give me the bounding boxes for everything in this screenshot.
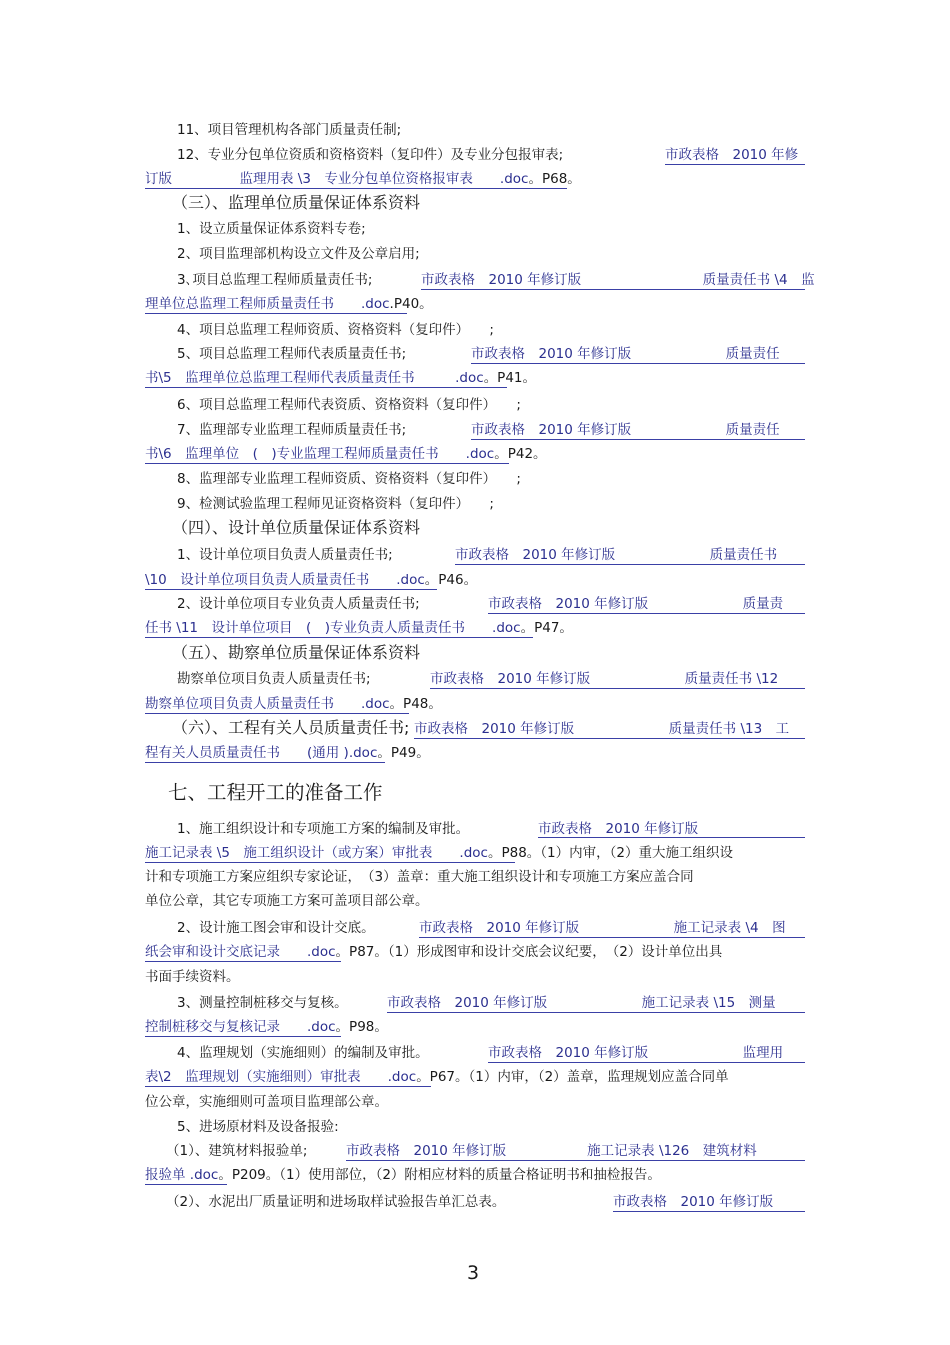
text-line: 单位公章，其它专项施工方案可盖项目部公章。	[145, 893, 429, 909]
doc-link[interactable]: 市政表格 2010 年修订版 质量责任	[471, 422, 780, 438]
doc-link[interactable]: 市政表格 2010 年修订版	[538, 821, 699, 837]
doc-link[interactable]: 市政表格 2010 年修订版 质量责任书 \13 工	[414, 721, 790, 737]
text-line: 勘察单位项目负责人质量责任书;	[177, 671, 371, 687]
link-underline	[455, 564, 805, 565]
text-line: 位公章，实施细则可盖项目监理部公章。	[145, 1094, 388, 1110]
text-line: 控制桩移交与复核记录 .doc。P98。	[145, 1019, 388, 1035]
link-underline	[145, 1036, 341, 1037]
link-underline	[346, 1160, 805, 1161]
text-line: 3､项目总监理工程师质量责任书;	[177, 272, 373, 288]
text-line: 1、设计单位项目负责人质量责任书;	[177, 547, 393, 563]
section-heading: （六）、工程有关人员质量责任书;	[172, 718, 410, 737]
doc-link[interactable]: 理单位总监理工程师质量责任书 .doc	[145, 296, 390, 312]
text-line: 勘察单位项目负责人质量责任书 .doc。P48。	[145, 696, 442, 712]
link-underline	[145, 713, 409, 714]
link-underline	[471, 439, 805, 440]
doc-link[interactable]: 报验单 .doc	[145, 1167, 219, 1183]
text-line: 书\6 监理单位 ( )专业监理工程师质量责任书 .doc。P42。	[145, 446, 547, 462]
text-line: 报验单 .doc。P209。（1）使用部位，（2）附相应材料的质量合格证明书和抽检报告。	[145, 1167, 661, 1183]
link-underline	[145, 762, 385, 763]
text-line: 书\5 监理单位总监理工程师代表质量责任书 .doc。P41。	[145, 370, 537, 386]
doc-link[interactable]: 市政表格 2010 年修订版 质量责任书	[455, 547, 778, 563]
link-underline	[613, 1211, 805, 1212]
link-underline	[145, 637, 533, 638]
link-underline	[145, 589, 437, 590]
doc-link[interactable]: 书\6 监理单位 ( )专业监理工程师质量责任书 .doc	[145, 446, 495, 462]
link-underline	[419, 937, 805, 938]
text-line: 6、项目总监理工程师代表资质、资格资料（复印件） ;	[177, 397, 521, 413]
text-line: 2、设计单位项目专业负责人质量责任书;	[177, 596, 420, 612]
link-underline	[430, 688, 805, 689]
link-underline	[421, 289, 805, 290]
text-line: （2）、水泥出厂质量证明和进场取样试验报告单汇总表。	[166, 1194, 506, 1210]
text-line: 1、设立质量保证体系资料专卷;	[177, 221, 366, 237]
link-underline	[145, 1086, 431, 1087]
doc-link[interactable]: 订版 监理用表 \3 专业分包单位资格报审表 .doc	[145, 171, 529, 187]
doc-link[interactable]: 程有关人员质量责任书 (通用 ).doc	[145, 745, 378, 761]
text-line: 2、项目监理部机构设立文件及公章启用;	[177, 246, 420, 262]
text-line: 计和专项施工方案应组织专家论证， （3）盖章：重大施工组织设计和专项施工方案应盖合同	[145, 869, 694, 885]
text-line: 5、项目总监理工程师代表质量责任书;	[177, 346, 407, 362]
link-underline	[387, 1012, 805, 1013]
text-line: 8、监理部专业监理工程师资质、资格资料（复印件） ;	[177, 471, 521, 487]
doc-link[interactable]: 任书 \11 设计单位项目 ( )专业负责人质量责任书 .doc	[145, 620, 521, 636]
link-underline	[471, 363, 805, 364]
text-line: 表\2 监理规划（实施细则）审批表 .doc。P67。（1）内审，（2）盖章，监理规划应盖合同单	[145, 1069, 729, 1085]
link-underline	[145, 1184, 227, 1185]
link-underline	[145, 387, 507, 388]
link-underline	[145, 313, 407, 314]
text-line: 理单位总监理工程师质量责任书 .doc.P40。	[145, 296, 433, 312]
doc-link[interactable]: 表\2 监理规划（实施细则）审批表 .doc	[145, 1069, 417, 1085]
section-heading: （三）、监理单位质量保证体系资料	[172, 193, 421, 212]
doc-link[interactable]: 控制桩移交与复核记录 .doc	[145, 1019, 336, 1035]
section-heading: （五）、勘察单位质量保证体系资料	[172, 643, 421, 662]
doc-link[interactable]: 书\5 监理单位总监理工程师代表质量责任书 .doc	[145, 370, 484, 386]
link-underline	[488, 1062, 805, 1063]
text-line: 施工记录表 \5 施工组织设计（或方案）审批表 .doc。P88。（1）内审，（2）重大施工组织设	[145, 845, 733, 861]
doc-link[interactable]: 市政表格 2010 年修订版 质量责	[488, 596, 784, 612]
text-line: 4、监理规划（实施细则）的编制及审批。	[177, 1045, 429, 1061]
text-line: 纸会审和设计交底记录 .doc。P87。（1）形成图审和设计交底会议纪要， （2）设计单位出具	[145, 944, 723, 960]
text-line: 5、进场原材料及设备报验:	[177, 1119, 339, 1135]
doc-link[interactable]: 纸会审和设计交底记录 .doc	[145, 944, 336, 960]
link-underline	[414, 738, 805, 739]
doc-link[interactable]: 市政表格 2010 年修订版 监理用	[488, 1045, 784, 1061]
text-line: 书面手续资料。	[145, 969, 240, 985]
doc-link[interactable]: 市政表格 2010 年修订版 质量责任	[471, 346, 780, 362]
link-underline	[145, 862, 515, 863]
doc-link[interactable]: 施工记录表 \5 施工组织设计（或方案）审批表 .doc	[145, 845, 488, 861]
text-line: 11、项目管理机构各部门质量责任制;	[177, 122, 402, 138]
doc-link[interactable]: 勘察单位项目负责人质量责任书 .doc	[145, 696, 390, 712]
text-line: 9、检测试验监理工程师见证资格资料（复印件） ;	[177, 496, 494, 512]
doc-link[interactable]: 市政表格 2010 年修订版 质量责任书 \4 监	[421, 272, 815, 288]
doc-link[interactable]: \10 设计单位项目负责人质量责任书 .doc	[145, 572, 425, 588]
doc-link[interactable]: 市政表格 2010 年修订版 施工记录表 \15 测量	[387, 995, 776, 1011]
text-line: （1）、建筑材料报验单;	[166, 1143, 308, 1159]
link-underline	[145, 961, 341, 962]
text-line: 4、项目总监理工程师资质、资格资料（复印件） ;	[177, 322, 494, 338]
link-underline	[488, 613, 805, 614]
doc-link[interactable]: 市政表格 2010 年修订版 施工记录表 \4 图	[419, 920, 786, 936]
text-line: 2、设计施工图会审和设计交底。	[177, 920, 375, 936]
link-underline	[145, 188, 567, 189]
link-underline	[145, 463, 509, 464]
text-line: \10 设计单位项目负责人质量责任书 .doc。P46。	[145, 572, 478, 588]
text-line: 任书 \11 设计单位项目 ( )专业负责人质量责任书 .doc。P47。	[145, 620, 573, 636]
text-line: 12、专业分包单位资质和资格资料（复印件）及专业分包报审表;	[177, 147, 564, 163]
doc-link[interactable]: 市政表格 2010 年修订版 施工记录表 \126 建筑材料	[346, 1143, 757, 1159]
chapter-heading: 七、工程开工的准备工作	[168, 781, 383, 804]
doc-link[interactable]: 市政表格 2010 年修订版 质量责任书 \12	[430, 671, 779, 687]
page-number: 3	[467, 1262, 480, 1284]
section-heading: （四）、设计单位质量保证体系资料	[172, 518, 421, 537]
doc-link[interactable]: 市政表格 2010 年修	[665, 147, 799, 163]
doc-link[interactable]: 市政表格 2010 年修订版	[613, 1194, 774, 1210]
text-line: 3、测量控制桩移交与复核。	[177, 995, 348, 1011]
link-underline	[665, 164, 805, 165]
text-line: 7、监理部专业监理工程师质量责任书;	[177, 422, 407, 438]
link-underline	[538, 837, 805, 838]
text-line: 订版 监理用表 \3 专业分包单位资格报审表 .doc。P68。	[145, 171, 581, 187]
text-line: 程有关人员质量责任书 (通用 ).doc。P49。	[145, 745, 430, 761]
text-line: 1、施工组织设计和专项施工方案的编制及审批。	[177, 821, 470, 837]
